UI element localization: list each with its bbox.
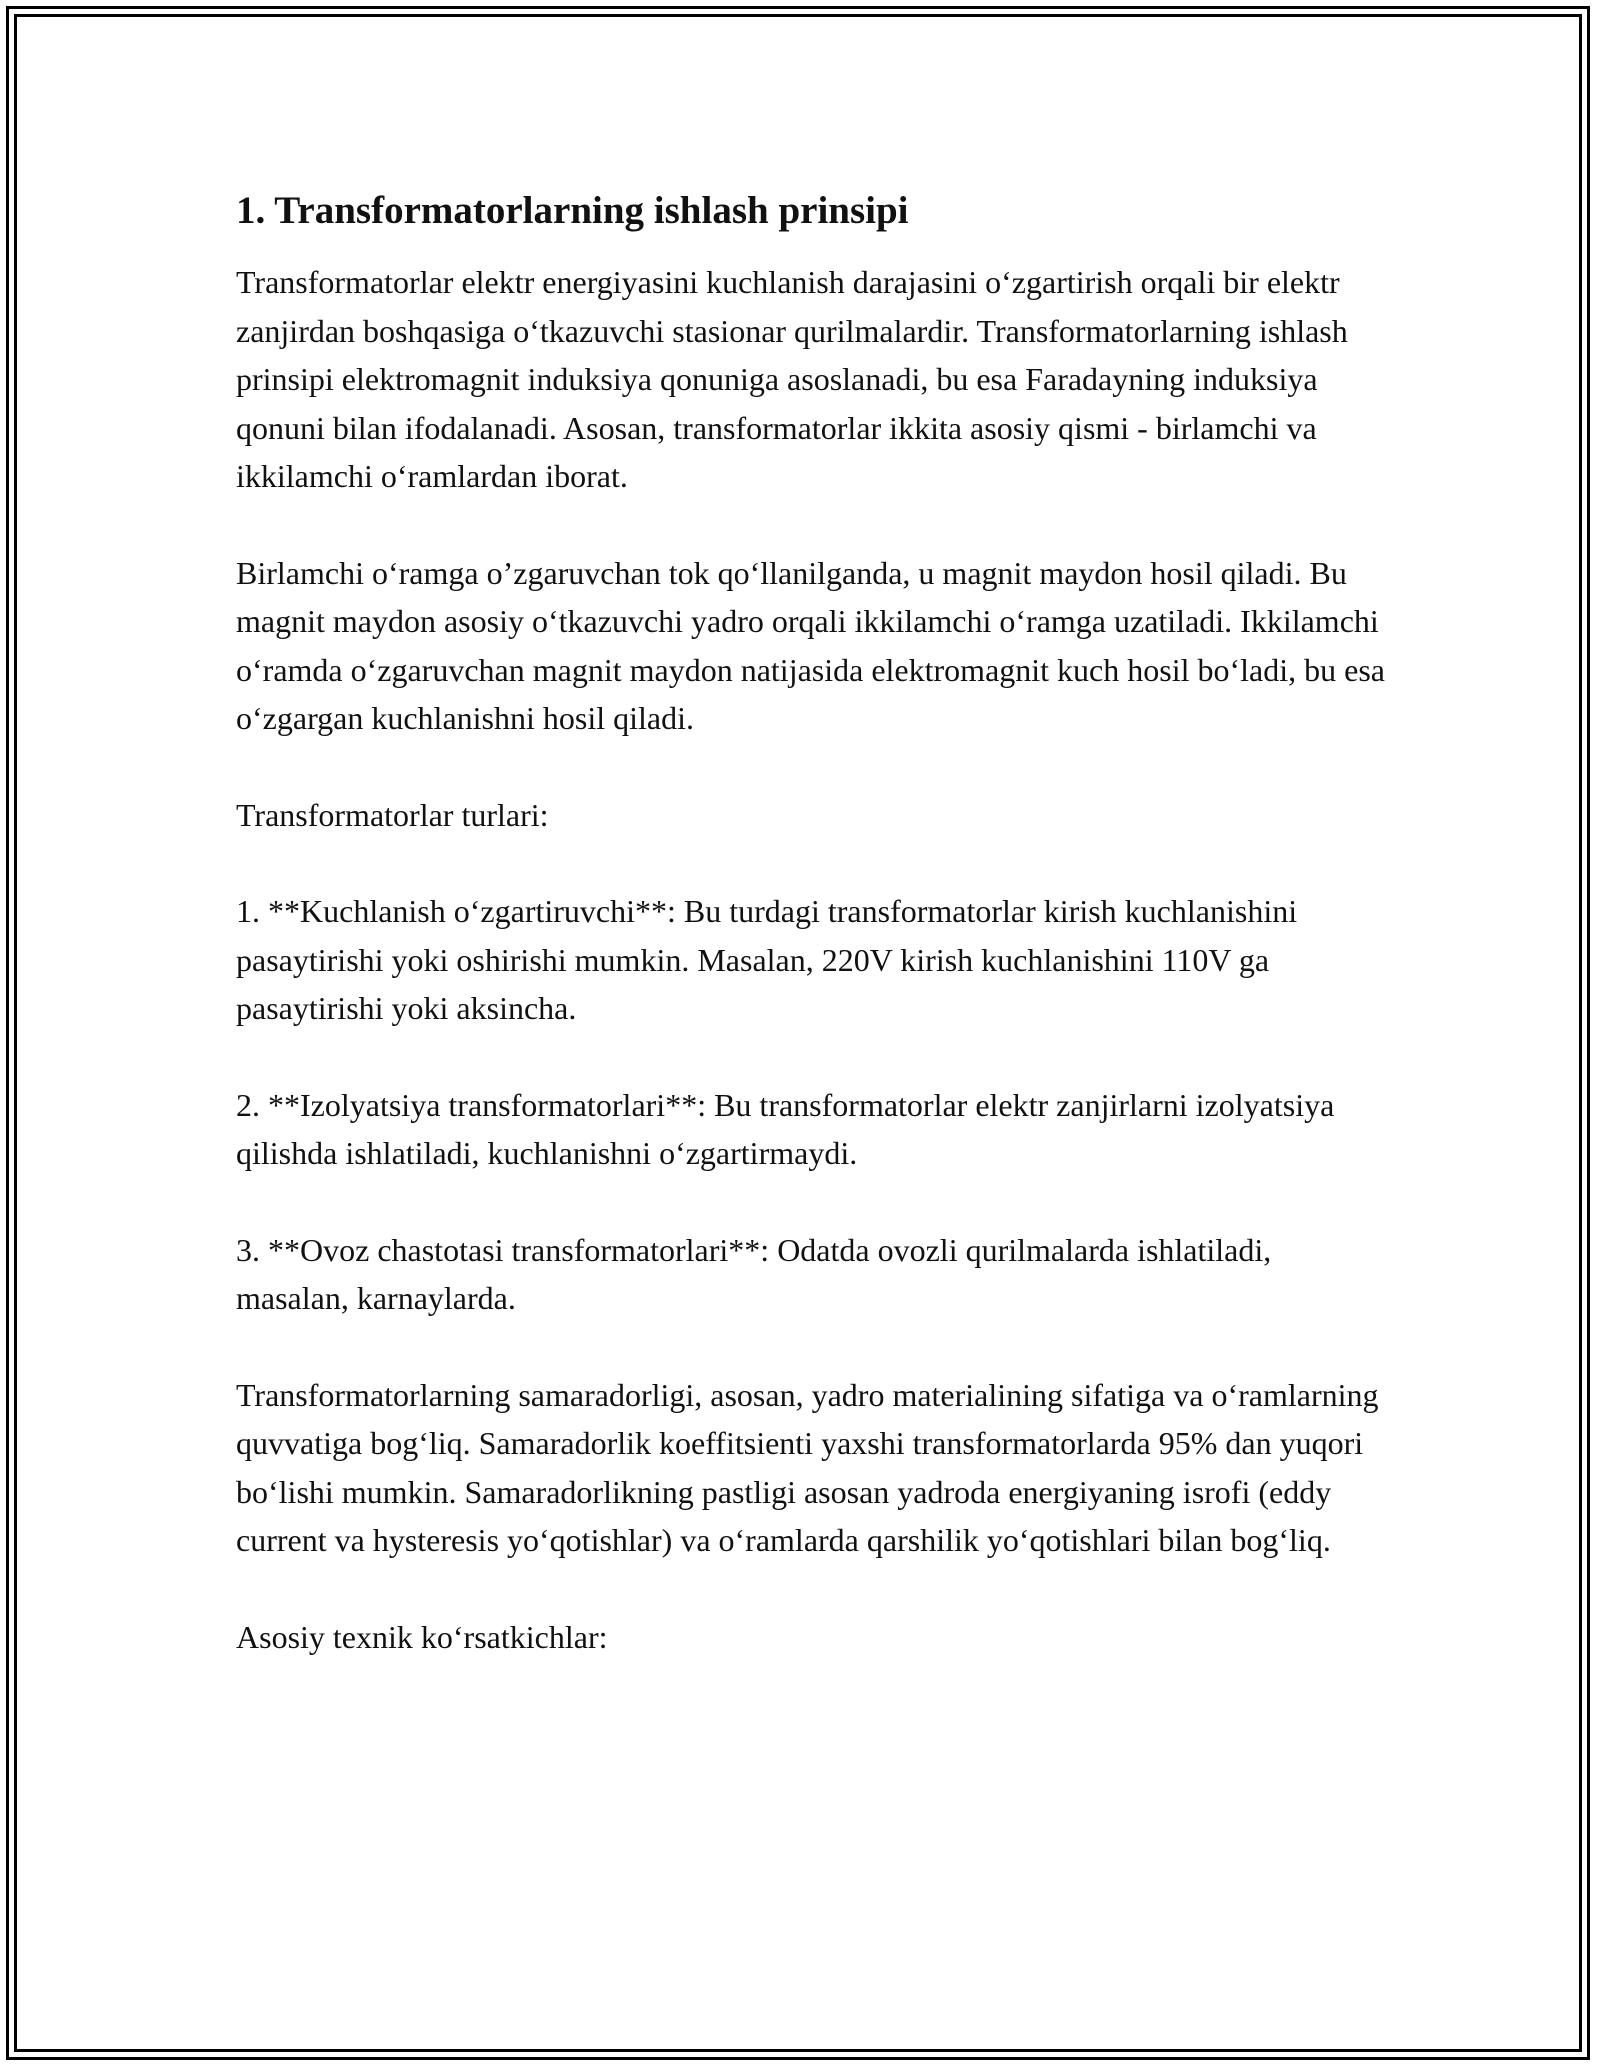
paragraph-intro: Transformatorlar elektr energiyasini kuchlanish darajasini o‘zgartirish orqali bir elektr zanjirdan boshqasiga o‘tkazuvchi stasionar qurilmalardir. Transformatorlarning ishlash prinsipi elektromagnit induksiya qonuniga asoslanadi, bu esa Faradayning induksiya qonuni bilan ifodalanadi. Asosan, transformatorlar ikkita asosiy qismi - birlamchi va ikkilamchi o‘ramlardan iborat. bbox=[236, 264, 1348, 494]
paragraph-efficiency: Transformatorlarning samaradorligi, asosan, yadro materialining sifatiga va o‘ramlarning quvvatiga bog‘liq. Samaradorlik koeffitsienti yaxshi transformatorlarda 95% dan yuqori bo‘lishi mumkin. Samaradorlikning pastligi asosan yadroda energiyaning isrofi (eddy current va hysteresis yo‘qotishlar) va o‘ramlarda qarshilik yo‘qotishlari bilan bog‘liq. bbox=[236, 1376, 1379, 1558]
paragraph-types-heading: Transformatorlar turlari: bbox=[236, 796, 549, 833]
list-item-isolation-transformers: 2. **Izolyatsiya transformatorlari**: Bu transformatorlar elektr zanjirlarni izolyatsiya qilishda ishlatiladi, kuchlanishni o‘zgartirmaydi. bbox=[236, 1086, 1335, 1171]
list-item-voltage-transformers: 1. **Kuchlanish o‘zgartiruvchi**: Bu turdagi transformatorlar kirish kuchlanishini pasaytirishi yoki oshirishi mumkin. Masalan, 220V kirish kuchlanishini 110V ga pasaytirishi yoki aksincha. bbox=[236, 893, 1298, 1026]
page-title: 1. Transformatorlarning ishlash prinsipi bbox=[236, 189, 909, 232]
document-body bbox=[236, 186, 1386, 1709]
paragraph-specs-heading: Asosiy texnik ko‘rsatkichlar: bbox=[236, 1618, 608, 1655]
paragraph-operation: Birlamchi o‘ramga o’zgaruvchan tok qo‘llanilganda, u magnit maydon hosil qiladi. Bu magnit maydon asosiy o‘tkazuvchi yadro orqali ikkilamchi o‘ramga uzatiladi. Ikkilamchi o‘ramda o‘zgaruvchan magnit maydon natijasida elektromagnit kuch hosil bo‘ladi, bu esa o‘zgargan kuchlanishni hosil qiladi. bbox=[236, 554, 1385, 736]
list-item-audio-transformers: 3. **Ovoz chastotasi transformatorlari**: Odatda ovozli qurilmalarda ishlatiladi, masalan, karnaylarda. bbox=[236, 1231, 1272, 1316]
